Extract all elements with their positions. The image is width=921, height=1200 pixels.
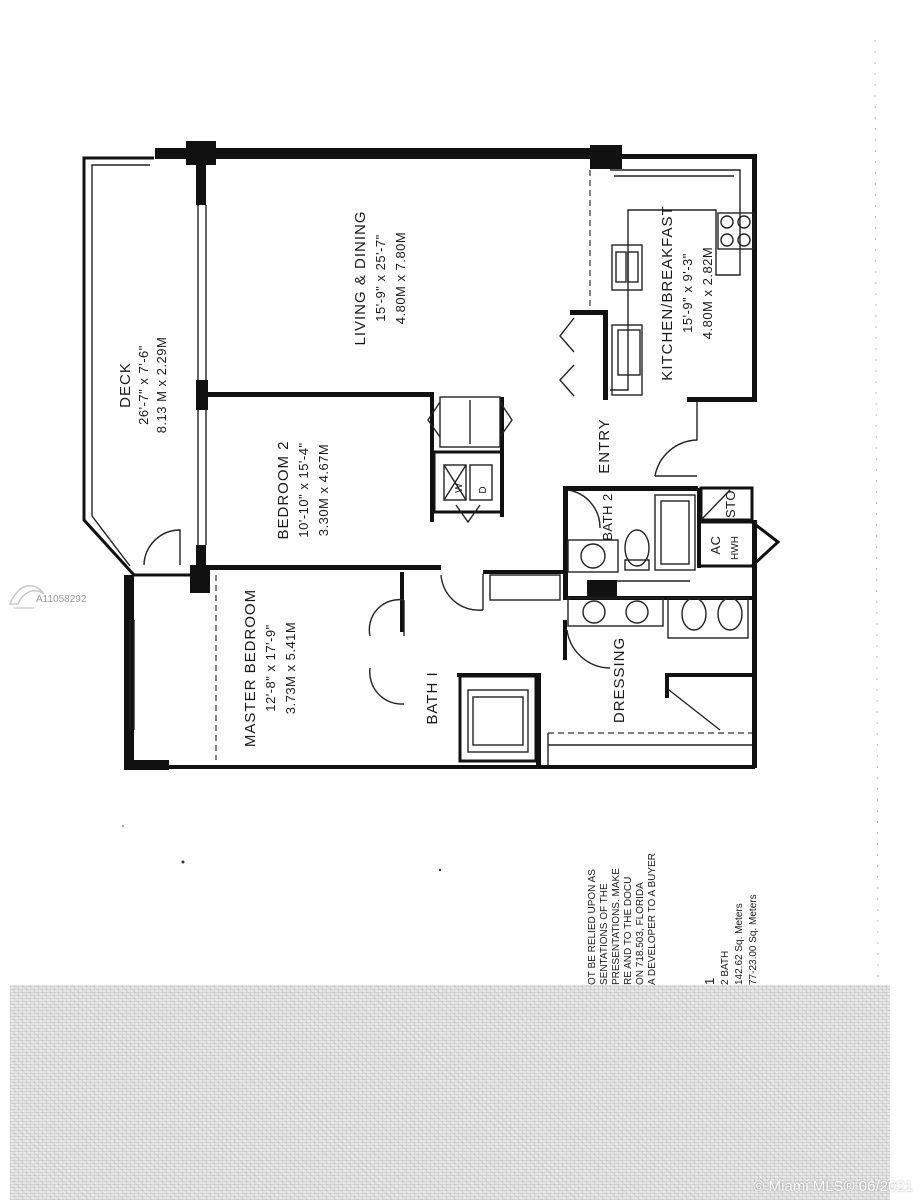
bedroom2-dims-ft: 10'-10" x 15'-4" xyxy=(296,442,311,538)
bedroom2-dims-m: 3.30M x 4.67M xyxy=(316,443,331,537)
label-bedroom2 xyxy=(275,440,331,539)
summary-line: 77-23.00 Sq. Meters xyxy=(748,894,759,985)
bath1-name: BATH I xyxy=(424,671,441,725)
label-dryer xyxy=(478,486,489,493)
entry-name: ENTRY xyxy=(596,418,613,474)
label-dressing xyxy=(611,637,628,723)
sto-name: STO xyxy=(723,490,738,518)
living-dims-ft: 15'-9" x 25'-7" xyxy=(373,234,388,322)
summary-line: 2 BATH xyxy=(720,950,731,985)
label-bath1 xyxy=(424,671,441,724)
master-name: MASTER BEDROOM xyxy=(242,588,259,748)
ac-name: AC xyxy=(708,535,723,555)
disclaimer-line: RE AND TO THE DOCU xyxy=(623,876,634,985)
bath2-name: BATH 2 xyxy=(600,493,615,541)
kitchen-name: KITCHEN/BREAKFAST xyxy=(659,205,676,381)
hwh-name: HWH xyxy=(730,536,741,560)
listing-id: A11058292 xyxy=(36,594,87,605)
dryer-name: D xyxy=(478,486,489,494)
deck-dims-ft: 26'-7" x 7'-6" xyxy=(136,345,151,425)
label-sto xyxy=(723,490,738,518)
label-entry xyxy=(596,418,613,474)
disclaimer-line: SENTATIONS OF THE xyxy=(599,883,610,985)
copyright-notice: © Miami MLS® 06/2021 xyxy=(753,1178,913,1195)
master-dims-m: 3.73M x 5.41M xyxy=(283,621,298,715)
bedroom2-name: BEDROOM 2 xyxy=(275,440,292,540)
deck-dims-m: 8.13 M x 2.29M xyxy=(154,336,169,434)
scan-noise-band xyxy=(10,985,890,1200)
dressing-name: DRESSING xyxy=(611,636,628,724)
disclaimer-line: OT BE RELIED UPON AS xyxy=(587,869,598,985)
label-bath2 xyxy=(600,493,615,541)
disclaimer-line: ON 718.503, FLORIDA xyxy=(635,882,646,985)
kitchen-dims-ft: 15'-9" x 9'-3" xyxy=(680,253,695,333)
washer-name: W xyxy=(454,483,465,493)
label-hwh xyxy=(730,536,741,560)
master-dims-ft: 12'-8" x 17'-9" xyxy=(263,624,278,712)
kitchen-dims-m: 4.80M x 2.82M xyxy=(700,246,715,340)
living-name: LIVING & DINING xyxy=(352,210,369,346)
summary-line: 142.62 Sq. Meters xyxy=(734,903,745,985)
disclaimer-line: PRESENTATIONS. MAKE xyxy=(611,868,622,985)
label-washer xyxy=(454,483,465,493)
label-ac xyxy=(708,535,723,554)
disclaimer-line: A DEVELOPER TO A BUYER xyxy=(647,853,658,985)
deck-name: DECK xyxy=(117,362,134,408)
living-dims-m: 4.80M x 7.80M xyxy=(393,231,408,325)
summary-line: 1 xyxy=(702,977,717,985)
